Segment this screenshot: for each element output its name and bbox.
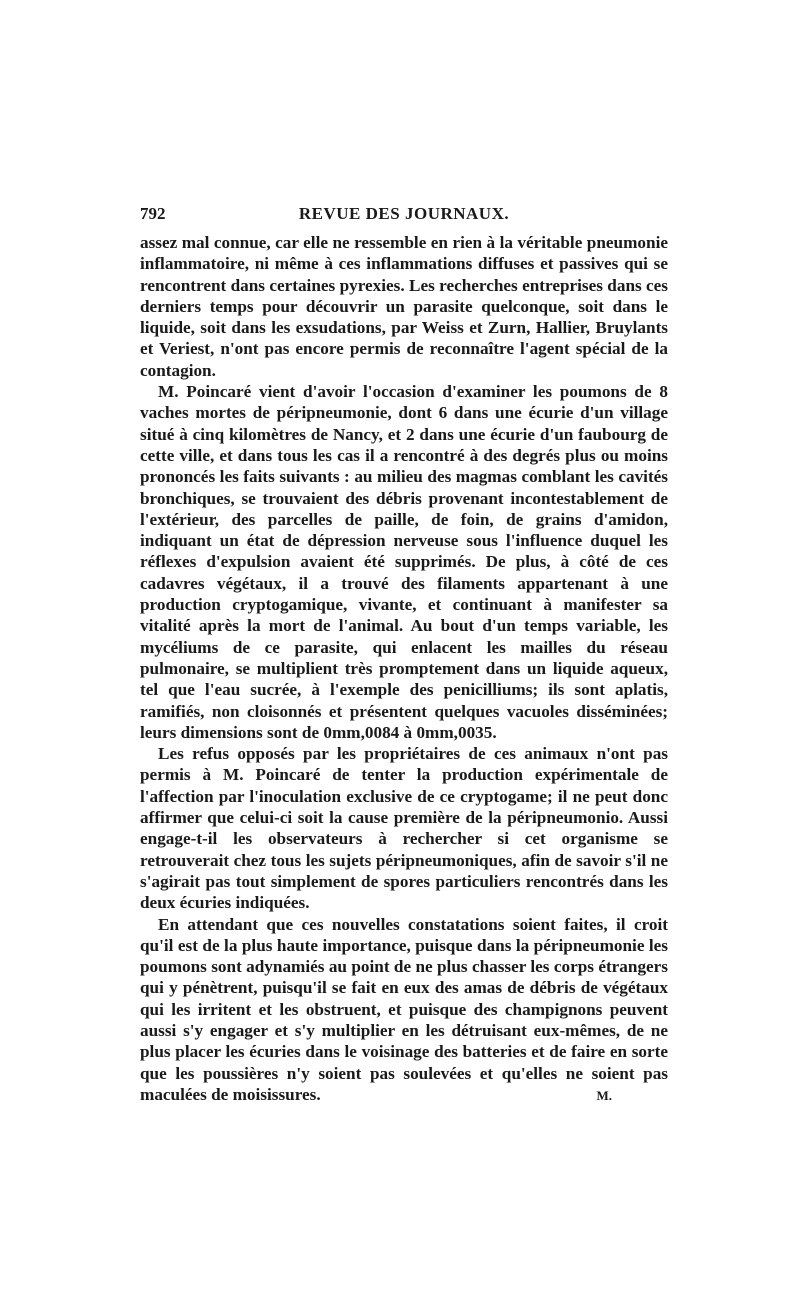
paragraph-2: M. Poincaré vient d'avoir l'occasion d'examiner les poumons de 8 vaches mortes de péripneumonie, dont 6 dans une écurie d'un village situé à cinq kilomètres de Nancy, et 2 dans une écurie d'un faubourg de cette ville, et dans tous les cas il a rencontré à des degrés plus ou moins prononcés les faits suivants : au milieu des magmas comblant les cavités bronchiques, se trouvaient des débris provenant incontestablement de l'extérieur, des parcelles de paille, de foin, de grains d'amidon, indiquant un état de dépression nerveuse sous l'influence duquel les réflexes d'expulsion avaient été supprimés. De plus, à côté de ces cadavres végétaux, il a trouvé des filaments appartenant à une production cryptogamique, vivante, et continuant à manifester sa vitalité après la mort de l'animal. Au bout d'un temps variable, les mycéliums de ce parasite, qui enlacent les mailles du réseau pulmonaire, se multiplient très promptement dans un liquide aqueux, tel que l'eau sucrée, à l'exemple des penicilliums; ils sont aplatis, ramifiés, non cloisonnés et présentent quelques vacuoles disséminées; leurs dimensions sont de 0mm,0084 à 0mm,0035. (140, 382, 668, 742)
author-signature: M. (596, 1088, 612, 1104)
page-number: 792 (140, 204, 166, 223)
page-header (140, 196, 668, 232)
article-body (140, 232, 668, 1106)
paragraph-1: assez mal connue, car elle ne ressemble en rien à la véritable pneumonie inflammatoire, ni même à ces inflammations diffuses et passives qui se rencontrent dans certaines pyrexies. Les recherches entreprises dans ces derniers temps pour découvrir un parasite quelconque, soit dans le liquide, soit dans les exsudations, par Weiss et Zurn, Hallier, Bruylants et Veriest, n'ont pas encore permis de reconnaître l'agent spécial de la contagion. (140, 233, 668, 380)
running-title: REVUE DES JOURNAUX. (298, 204, 510, 223)
journal-page (140, 196, 668, 1106)
closing-line (140, 914, 668, 1106)
paragraph-3: Les refus opposés par les propriétaires de ces animaux n'ont pas permis à M. Poincaré de tenter la production expérimentale de l'affection par l'inoculation exclusive de ce cryptogame; il ne peut donc affirmer que celui-ci soit la cause première de la péripneumonio. Aussi engage-t-il les observateurs à rechercher si cet organisme se retrouverait chez tous les sujets péripneumoniques, afin de savoir s'il ne s'agirait pas tout simplement de spores particuliers rencontrés dans les deux écuries indiquées. (140, 744, 668, 913)
paragraph-4: En attendant que ces nouvelles constatations soient faites, il croit qu'il est de la plus haute importance, puisque dans la péripneumonie les poumons sont adynamiés au point de ne plus chasser les corps étrangers qui y pénètrent, puisqu'il se fait en eux des amas de débris de végétaux qui les irritent et les obstruent, et puisque des champignons peuvent aussi s'y engager et s'y multiplier en les détruisant eux-mêmes, de ne plus placer les écuries dans le voisinage des batteries et de faire en sorte que les poussières n'y soient pas soulevées et qu'elles ne soient pas maculées de moisissures. (140, 914, 668, 1104)
